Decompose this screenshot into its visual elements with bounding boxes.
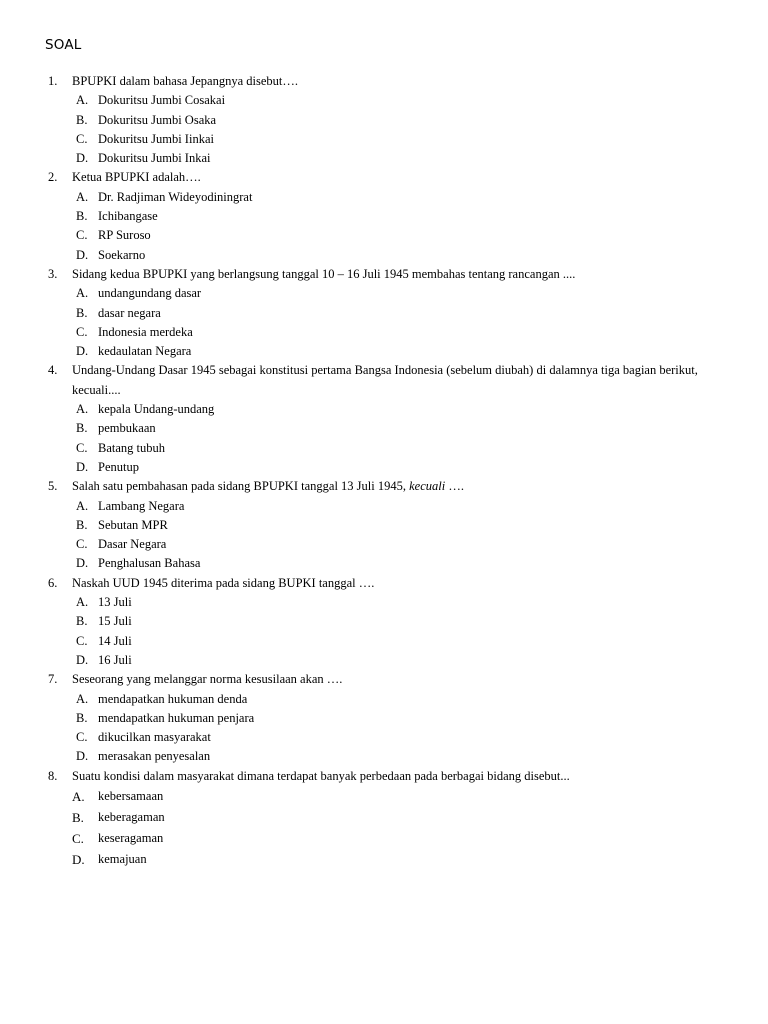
question-text-emphasis: kecuali <box>409 479 446 494</box>
option-item <box>0 747 768 766</box>
option-text: Dasar Negara <box>98 537 167 552</box>
question-line <box>0 72 728 91</box>
page-title: SOAL <box>45 37 82 53</box>
option-text: Indonesia merdeka <box>98 324 193 339</box>
option-text: Penutup <box>98 459 139 474</box>
option-letter: C. <box>76 537 88 552</box>
option-letter: A. <box>76 498 89 513</box>
option-list <box>0 497 768 574</box>
option-item <box>0 728 768 747</box>
option-item <box>0 458 768 477</box>
option-letter: A. <box>76 93 89 108</box>
question-line <box>0 168 728 187</box>
question-number: 7. <box>48 672 58 687</box>
option-text: Dokuritsu Jumbi Cosakai <box>98 93 226 108</box>
question-text-before: Salah satu pembahasan pada sidang BPUPKI tanggal 13 Juli 1945, <box>72 479 410 494</box>
option-item <box>0 149 768 168</box>
option-item <box>0 188 768 207</box>
question-item <box>0 72 768 168</box>
question-line <box>0 361 728 400</box>
option-text: Ichibangase <box>98 209 158 224</box>
option-item <box>0 516 768 535</box>
option-item <box>0 554 768 573</box>
option-text: kepala Undang-undang <box>98 402 215 417</box>
option-item <box>0 226 768 245</box>
question-number: 1. <box>48 74 58 88</box>
option-text: Soekarno <box>98 247 146 262</box>
option-text: dikucilkan masyarakat <box>98 730 211 745</box>
option-item <box>0 828 768 849</box>
option-text: mendapatkan hukuman penjara <box>98 710 255 725</box>
question-number: 8. <box>48 768 58 783</box>
option-item <box>0 709 768 728</box>
option-text: 13 Juli <box>98 595 132 610</box>
option-text: Dokuritsu Jumbi Inkai <box>98 151 211 166</box>
option-letter: C. <box>76 633 88 648</box>
question-text-after: …. <box>445 479 464 494</box>
option-item <box>0 690 768 709</box>
option-text: 14 Juli <box>98 633 132 648</box>
option-item <box>0 535 768 554</box>
option-item <box>0 207 768 226</box>
option-list <box>0 786 768 870</box>
question-item <box>0 767 768 870</box>
option-text: 15 Juli <box>98 614 132 629</box>
option-text: kemajuan <box>98 851 147 866</box>
question-line <box>0 767 728 786</box>
option-item <box>0 400 768 419</box>
option-letter: B. <box>72 809 84 825</box>
option-letter: D. <box>76 556 89 571</box>
option-letter: A. <box>72 788 85 804</box>
option-text: merasakan penyesalan <box>98 749 211 764</box>
option-item <box>0 593 768 612</box>
question-text: BPUPKI dalam bahasa Jepangnya disebut…. <box>72 74 299 88</box>
option-letter: A. <box>76 286 89 301</box>
option-item <box>0 246 768 265</box>
question-number: 3. <box>48 266 58 281</box>
option-text: keseragaman <box>98 830 164 845</box>
question-item <box>0 168 768 264</box>
question-list <box>0 72 768 870</box>
question-text: Ketua BPUPKI adalah…. <box>72 170 201 185</box>
question-number: 2. <box>48 170 58 185</box>
option-text: Batang tubuh <box>98 440 166 455</box>
option-letter: C. <box>76 440 88 455</box>
option-item <box>0 284 768 303</box>
question-item <box>0 670 768 766</box>
option-letter: A. <box>76 402 89 417</box>
question-item <box>0 477 768 573</box>
option-list <box>0 91 768 168</box>
option-text: mendapatkan hukuman denda <box>98 691 248 706</box>
question-item <box>0 265 768 361</box>
question-text: Naskah UUD 1945 diterima pada sidang BUPKI tanggal …. <box>72 575 375 590</box>
option-letter: A. <box>76 595 89 610</box>
option-list <box>0 188 768 265</box>
option-text: 16 Juli <box>98 652 132 667</box>
question-text: Suatu kondisi dalam masyarakat dimana terdapat banyak perbedaan pada berbagai bidang disebut... <box>72 768 570 783</box>
option-letter: B. <box>76 209 88 224</box>
option-letter: C. <box>76 324 88 339</box>
option-letter: D. <box>76 459 89 474</box>
option-item <box>0 651 768 670</box>
option-text: Dokuritsu Jumbi Iinkai <box>98 131 214 146</box>
option-letter: D. <box>76 652 89 667</box>
option-letter: C. <box>76 228 88 243</box>
option-text: undangundang dasar <box>98 286 202 301</box>
option-letter: B. <box>76 517 88 532</box>
question-line <box>0 574 728 593</box>
option-item <box>0 130 768 149</box>
question-item <box>0 361 768 477</box>
question-text: Seseorang yang melanggar norma kesusilaan akan …. <box>72 672 343 687</box>
option-letter: C. <box>72 830 84 846</box>
option-item <box>0 632 768 651</box>
question-text <box>72 479 464 493</box>
option-letter: D. <box>76 749 89 764</box>
option-item <box>0 342 768 361</box>
option-item <box>0 91 768 110</box>
option-text: pembukaan <box>98 421 156 436</box>
option-letter: B. <box>76 421 88 436</box>
option-letter: D. <box>76 344 89 359</box>
option-letter: A. <box>76 189 89 204</box>
option-letter: B. <box>76 710 88 725</box>
option-letter: B. <box>76 614 88 629</box>
option-text: kedaulatan Negara <box>98 344 192 359</box>
option-item <box>0 323 768 342</box>
question-text: Undang-Undang Dasar 1945 sebagai konstitusi pertama Bangsa Indonesia (sebelum diubah) di dalamnya tiga bagian berikut, kecuali.... <box>72 363 698 397</box>
option-letter: C. <box>76 131 88 146</box>
option-letter: C. <box>76 730 88 745</box>
question-line <box>0 265 728 284</box>
question-number: 6. <box>48 575 58 590</box>
option-item <box>0 304 768 323</box>
question-item <box>0 574 768 670</box>
option-item <box>0 612 768 631</box>
option-text: Penghalusan Bahasa <box>98 556 201 571</box>
option-list <box>0 593 768 670</box>
option-text: Dr. Radjiman Wideyodiningrat <box>98 189 253 204</box>
option-text: Sebutan MPR <box>98 517 168 532</box>
question-line <box>0 670 728 689</box>
option-list <box>0 690 768 767</box>
option-text: kebersamaan <box>98 788 164 803</box>
option-item <box>0 807 768 828</box>
option-item <box>0 439 768 458</box>
question-number: 4. <box>48 363 58 378</box>
option-item <box>0 786 768 807</box>
option-letter: A. <box>76 691 89 706</box>
option-letter: D. <box>76 151 89 166</box>
option-letter: B. <box>76 112 88 127</box>
option-letter: B. <box>76 305 88 320</box>
option-letter: D. <box>72 851 85 867</box>
question-line <box>0 477 728 496</box>
option-item <box>0 497 768 516</box>
question-number: 5. <box>48 479 58 494</box>
option-text: dasar negara <box>98 305 161 320</box>
option-list <box>0 284 768 361</box>
option-text: Lambang Negara <box>98 498 185 513</box>
option-text: Dokuritsu Jumbi Osaka <box>98 112 217 127</box>
option-letter: D. <box>76 247 89 262</box>
question-text: Sidang kedua BPUPKI yang berlangsung tanggal 10 – 16 Juli 1945 membahas tentang rancangan .... <box>72 266 576 281</box>
option-item <box>0 111 768 130</box>
option-list <box>0 400 768 477</box>
option-text: RP Suroso <box>98 228 151 243</box>
option-item <box>0 419 768 438</box>
option-item <box>0 849 768 870</box>
option-text: keberagaman <box>98 809 165 824</box>
